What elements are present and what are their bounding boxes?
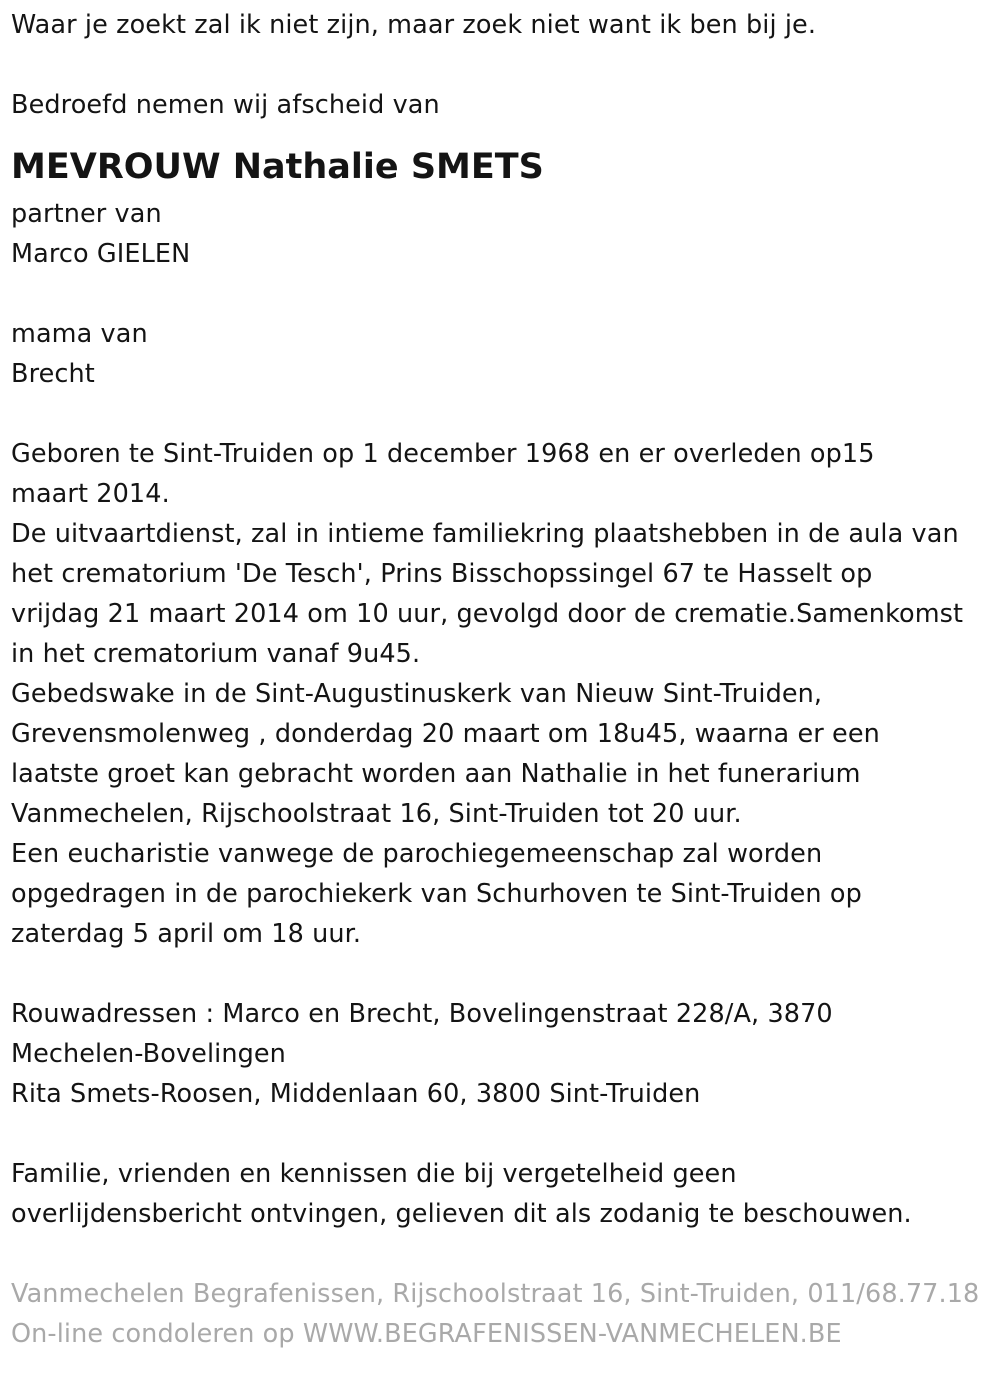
deceased-name: MEVROUW Nathalie SMETS [11,147,544,187]
ceremony-details [11,434,996,954]
spacer [11,45,996,85]
relation-label-partner: partner van [11,199,162,229]
spacer [11,954,996,994]
condolence-website: On-line condoleren op WWW.BEGRAFENISSEN-VANMECHELEN.BE [11,1319,842,1349]
details-line: Een eucharistie vanwege de parochiegemeenschap zal worden [11,839,823,869]
details-line: in het crematorium vanaf 9u45. [11,639,421,669]
details-line: zaterdag 5 april om 18 uur. [11,919,362,949]
relation-label-child: mama van [11,319,148,349]
closing-note [11,1154,996,1234]
mourning-addresses [11,994,996,1114]
details-line: het crematorium 'De Tesch', Prins Bisschopssingel 67 te Hasselt op [11,559,873,589]
address-line: Rouwadressen : Marco en Brecht, Bovelingenstraat 228/A, 3870 [11,999,833,1029]
details-line: De uitvaartdienst, zal in intieme familiekring plaatshebben in de aula van [11,519,959,549]
funeral-home-footer [11,1274,996,1354]
closing-line: overlijdensbericht ontvingen, gelieven dit als zodanig te beschouwen. [11,1199,912,1229]
relation-name-child: Brecht [11,359,95,389]
spacer [11,1234,996,1274]
details-line: Vanmechelen, Rijschoolstraat 16, Sint-Truiden tot 20 uur. [11,799,742,829]
details-line: opgedragen in de parochiekerk van Schurhoven te Sint-Truiden op [11,879,862,909]
intro-text: Bedroefd nemen wij afscheid van [11,90,440,120]
details-line: Grevensmolenweg , donderdag 20 maart om 18u45, waarna er een [11,719,880,749]
details-line: Geboren te Sint-Truiden op 1 december 1968 en er overleden op15 [11,439,875,469]
closing-line: Familie, vrienden en kennissen die bij vergetelheid geen [11,1159,737,1189]
details-line: Gebedswake in de Sint-Augustinuskerk van Nieuw Sint-Truiden, [11,679,823,709]
relation-name-partner: Marco GIELEN [11,239,191,269]
details-line: vrijdag 21 maart 2014 om 10 uur, gevolgd door de crematie.Samenkomst [11,599,964,629]
death-notice [11,5,996,1354]
funeral-home-contact: Vanmechelen Begrafenissen, Rijschoolstraat 16, Sint-Truiden, 011/68.77.18 [11,1279,980,1309]
details-line: maart 2014. [11,479,170,509]
spacer [11,394,996,434]
address-line: Mechelen-Bovelingen [11,1039,286,1069]
details-line: laatste groet kan gebracht worden aan Nathalie in het funerarium [11,759,861,789]
address-line: Rita Smets-Roosen, Middenlaan 60, 3800 Sint-Truiden [11,1079,701,1109]
spacer [11,274,996,314]
opening-quote: Waar je zoekt zal ik niet zijn, maar zoek niet want ik ben bij je. [11,10,817,40]
spacer [11,1114,996,1154]
